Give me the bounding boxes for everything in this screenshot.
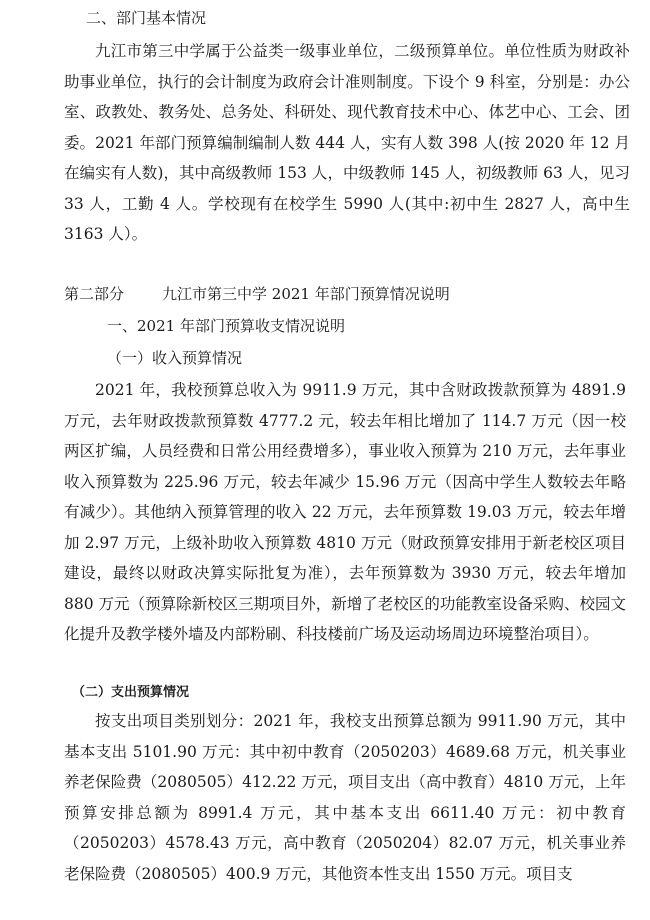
part-two-label: 第二部分 <box>64 285 125 303</box>
part-two-title <box>64 282 450 306</box>
subheading-budget-overview: 一、2021 年部门预算收支情况说明 <box>107 317 345 335</box>
section-heading-basic-info: 二、部门基本情况 <box>86 9 207 27</box>
paragraph-income-budget <box>64 375 626 650</box>
subheading-income-budget: （一）收入预算情况 <box>107 349 243 367</box>
paragraph-expense-budget <box>64 706 626 889</box>
subheading-expense-budget: （二）支出预算情况 <box>72 685 190 700</box>
paragraph-expense-text: 按支出项目类别划分：2021 年，我校支出预算总额为 9911.90 万元，其中基本支出 5101.90 万元：其中初中教育（2050203）4689.68 万元，机关事业养老保险费（2080505）412.22 万元，项目支出（高中教育）4810 万元，上年预算安排总额为 8991.4 万元，其中基本支出 6611.40 万元：初中教育（2050203）4578.43 万元，高中教育（2050204）82.07 万元，机关事业养老保险费（2080505）400.9 万元，其他资本性支出 1550 万元。项目支 <box>64 712 626 883</box>
paragraph-income-text: 2021 年，我校预算总收入为 9911.9 万元，其中含财政拨款预算为 4891.9 万元，去年财政拨款预算数 4777.2 元，较去年相比增加了 114.7 万元（因一校两区扩编，人员经费和日常公用经费增多），事业收入预算为 210 万元，去年事业收入预算数为 225.96 万元，较去年减少 15.96 万元（因高中学生人数较去年略有减少）。其他纳入预算管理的收入 22 万元，去年预算数 19.03 万元，较去年增加 2.97 万元，上级补助收入预算数 4810 万元（财政预算安排用于新老校区项目建设，最终以财政决算实际批复为准），去年预算数为 3930 万元，较去年增加 880 万元（预算除新校区三期项目外，新增了老校区的功能教室设备采购、校园文化提升及教学楼外墙及内部粉刷、科技楼前广场及运动场周边环境整治项目）。 <box>64 381 626 643</box>
part-two-heading: 九江市第三中学 2021 年部门预算情况说明 <box>162 285 450 303</box>
paragraph-basic-info: 九江市第三中学属于公益类一级事业单位，二级预算单位。单位性质为财政补助事业单位，执行的会计制度为政府会计准则制度。下设个 9 科室，分别是：办公室、政教处、教务处、总务处、科研处、现代教育技术中心、体艺中心、工会、团委。2021 年部门预算编制编制人数 444 人，实有人数 398 人(按 2020 年 12 月在编实有人数)，其中高级教师 153 人，中级教师 145 人，初级教师 63 人，见习 33 人，工勤 4 人。学校现有在校学生 5990 人(其中:初中生 2827 人，高中生 3163 人）。 <box>64 42 630 243</box>
